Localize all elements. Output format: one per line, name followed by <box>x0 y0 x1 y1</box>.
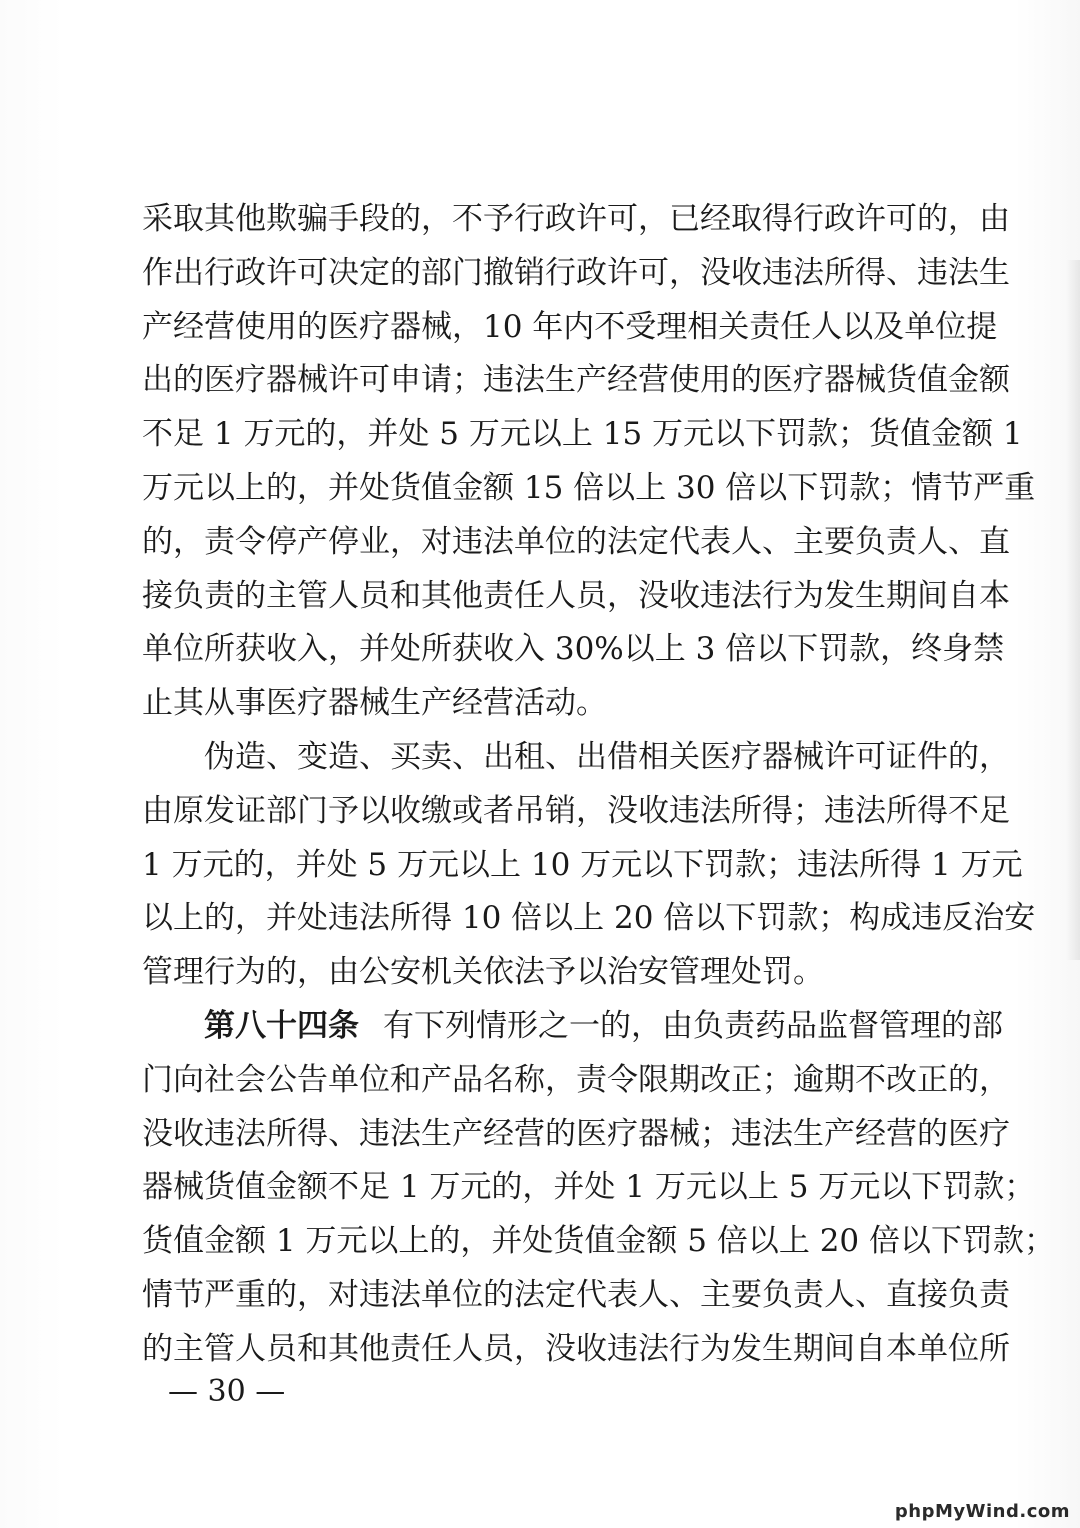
text-line: 采取其他欺骗手段的，不予行政许可，已经取得行政许可的，由 <box>142 201 1010 237</box>
paragraph-first-line: 伪造、变造、买卖、出租、出借相关医疗器械许可证件的， <box>204 738 1010 775</box>
text-line: 产经营使用的医疗器械，10 年内不受理相关责任人以及单位提 <box>142 308 998 345</box>
text-line: 出的医疗器械许可申请；违法生产经营使用的医疗器械货值金额 <box>142 362 1010 399</box>
article-number: 第八十四条 <box>204 1007 359 1044</box>
page-edge-shadow <box>1066 260 1080 960</box>
text-line: 万元以上的，并处货值金额 15 倍以上 30 倍以下罚款；情节严重 <box>142 469 1036 506</box>
text-line: 作出行政许可决定的部门撤销行政许可，没收违法所得、违法生 <box>142 254 1010 291</box>
text-line: 1 万元的，并处 5 万元以上 10 万元以下罚款；违法所得 1 万元 <box>142 846 1023 883</box>
text-line: 不足 1 万元的，并处 5 万元以上 15 万元以下罚款；货值金额 1 <box>142 416 1023 453</box>
text-line: 器械货值金额不足 1 万元的，并处 1 万元以上 5 万元以下罚款； <box>142 1169 1036 1206</box>
text-line: 情节严重的，对违法单位的法定代表人、主要负责人、直接负责 <box>142 1276 1010 1313</box>
watermark: phpMyWind.com <box>894 1501 1070 1522</box>
text-line: 管理行为的，由公安机关依法予以治安管理处罚。 <box>142 954 824 991</box>
page-number: — 30 — <box>168 1374 286 1409</box>
text-line: 没收违法所得、违法生产经营的医疗器械；违法生产经营的医疗 <box>142 1115 1010 1152</box>
article-text: 有下列情形之一的，由负责药品监督管理的部 <box>383 1007 1003 1044</box>
text-line: 门向社会公告单位和产品名称，责令限期改正；逾期不改正的， <box>142 1061 1010 1098</box>
text-line: 接负责的主管人员和其他责任人员，没收违法行为发生期间自本 <box>142 577 1010 614</box>
text-line: 单位所获收入，并处所获收入 30%以上 3 倍以下罚款，终身禁 <box>142 631 1005 668</box>
text-line: 的主管人员和其他责任人员，没收违法行为发生期间自本单位所 <box>142 1330 1010 1367</box>
text-line: 货值金额 1 万元以上的，并处货值金额 5 倍以上 20 倍以下罚款； <box>142 1223 1056 1260</box>
text-line: 的，责令停产停业，对违法单位的法定代表人、主要负责人、直 <box>142 523 1010 560</box>
text-line: 以上的，并处违法所得 10 倍以上 20 倍以下罚款；构成违反治安 <box>142 900 1036 937</box>
body-text <box>142 193 1056 1377</box>
article-first-line <box>142 1000 1003 1054</box>
text-line: 由原发证部门予以收缴或者吊销，没收违法所得；违法所得不足 <box>142 792 1010 829</box>
text-line: 止其从事医疗器械生产经营活动。 <box>142 685 607 722</box>
